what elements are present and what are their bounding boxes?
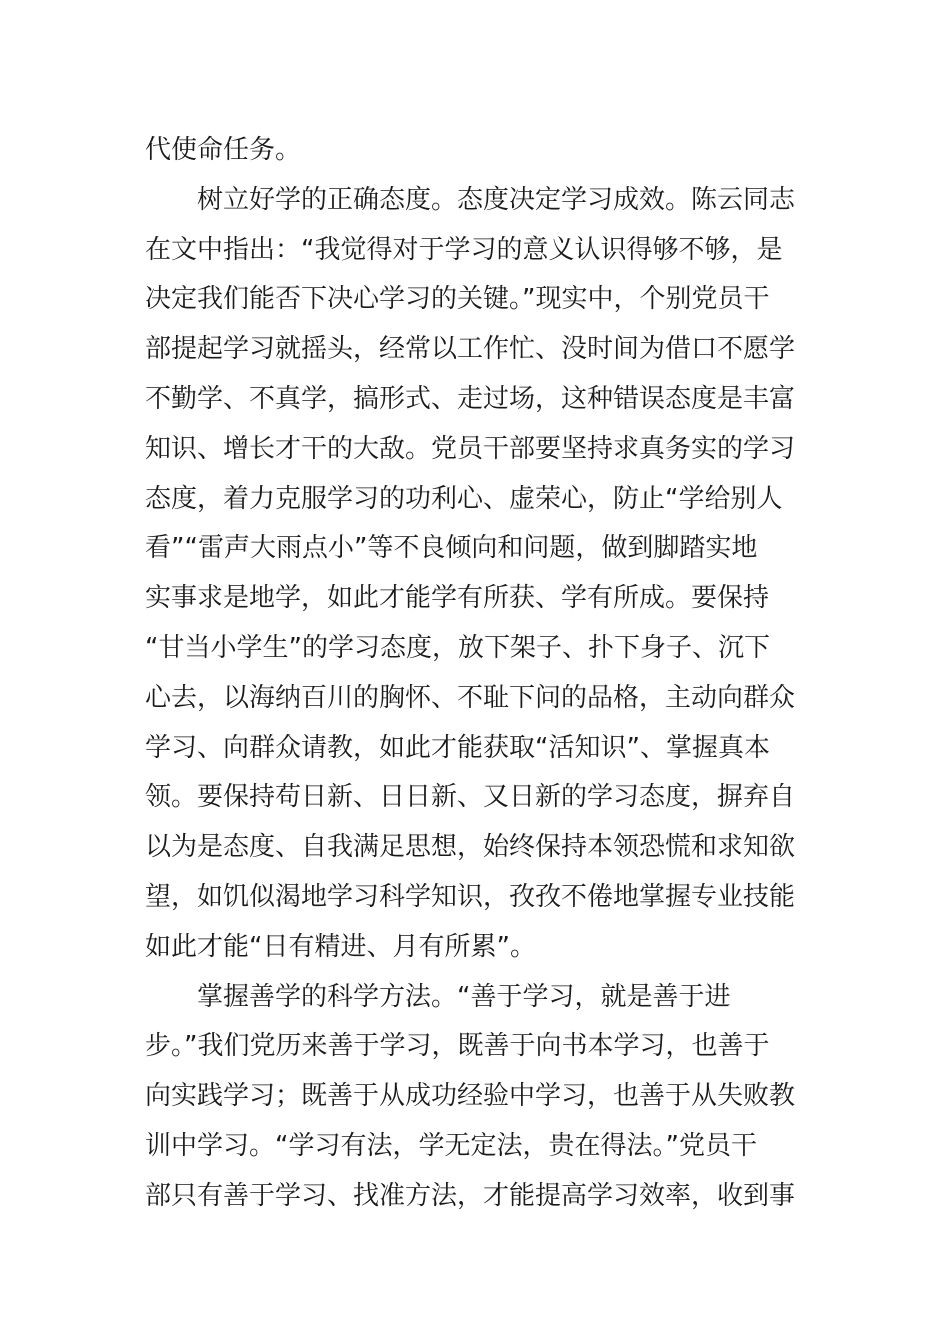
text-line: 部提起学习就摇头，经常以工作忙、没时间为借口不愿学 [145,334,796,365]
text-line: 部只有善于学习、找准方法，才能提高学习效率，收到事 [145,1180,796,1211]
text-line: 步。”我们党历来善于学习，既善于向书本学习，也善于 [145,1031,770,1062]
text-line: 心去，以海纳百川的胸怀、不耻下问的品格，主动向群众 [145,682,796,713]
text-line: 决定我们能否下决心学习的关键。”现实中，个别党员干 [145,284,770,315]
text-line: 实事求是地学，如此才能学有所获、学有所成。要保持 [145,583,770,614]
text-line: 领。要保持苟日新、日日新、又日新的学习态度，摒弃自 [145,782,796,813]
text-line: “甘当小学生”的学习态度，放下架子、扑下身子、沉下 [145,632,770,663]
text-line: 望，如饥似渴地学习科学知识，孜孜不倦地掌握专业技能 [145,881,796,912]
text-line: 向实践学习；既善于从成功经验中学习，也善于从失败教 [145,1081,796,1112]
body-text [145,126,815,1222]
text-line: 代使命任务。 [145,135,302,165]
text-line: 如此才能“日有精进、月有所累”。 [145,931,536,962]
text-line: 树立好学的正确态度。态度决定学习成效。陈云同志 [197,184,796,215]
text-line: 掌握善学的科学方法。“善于学习，就是善于进 [197,981,731,1012]
text-line: 看”“雷声大雨点小”等不良倾向和问题，做到脚踏实地 [145,533,758,564]
text-line: 以为是态度、自我满足思想，始终保持本领恐慌和求知欲 [145,832,796,863]
text-line: 知识、增长才干的大敌。党员干部要坚持求真务实的学习 [145,433,796,464]
text-line: 学习、向群众请教，如此才能获取“活知识”、掌握真本 [145,732,770,763]
text-line: 训中学习。“学习有法，学无定法，贵在得法。”党员干 [145,1130,757,1161]
text-line: 在文中指出：“我觉得对于学习的意义认识得够不够，是 [145,234,783,265]
text-line: 态度，着力克服学习的功利心、虚荣心，防止“学给别人 [145,483,783,514]
text-line: 不勤学、不真学，搞形式、走过场，这种错误态度是丰富 [145,383,796,414]
